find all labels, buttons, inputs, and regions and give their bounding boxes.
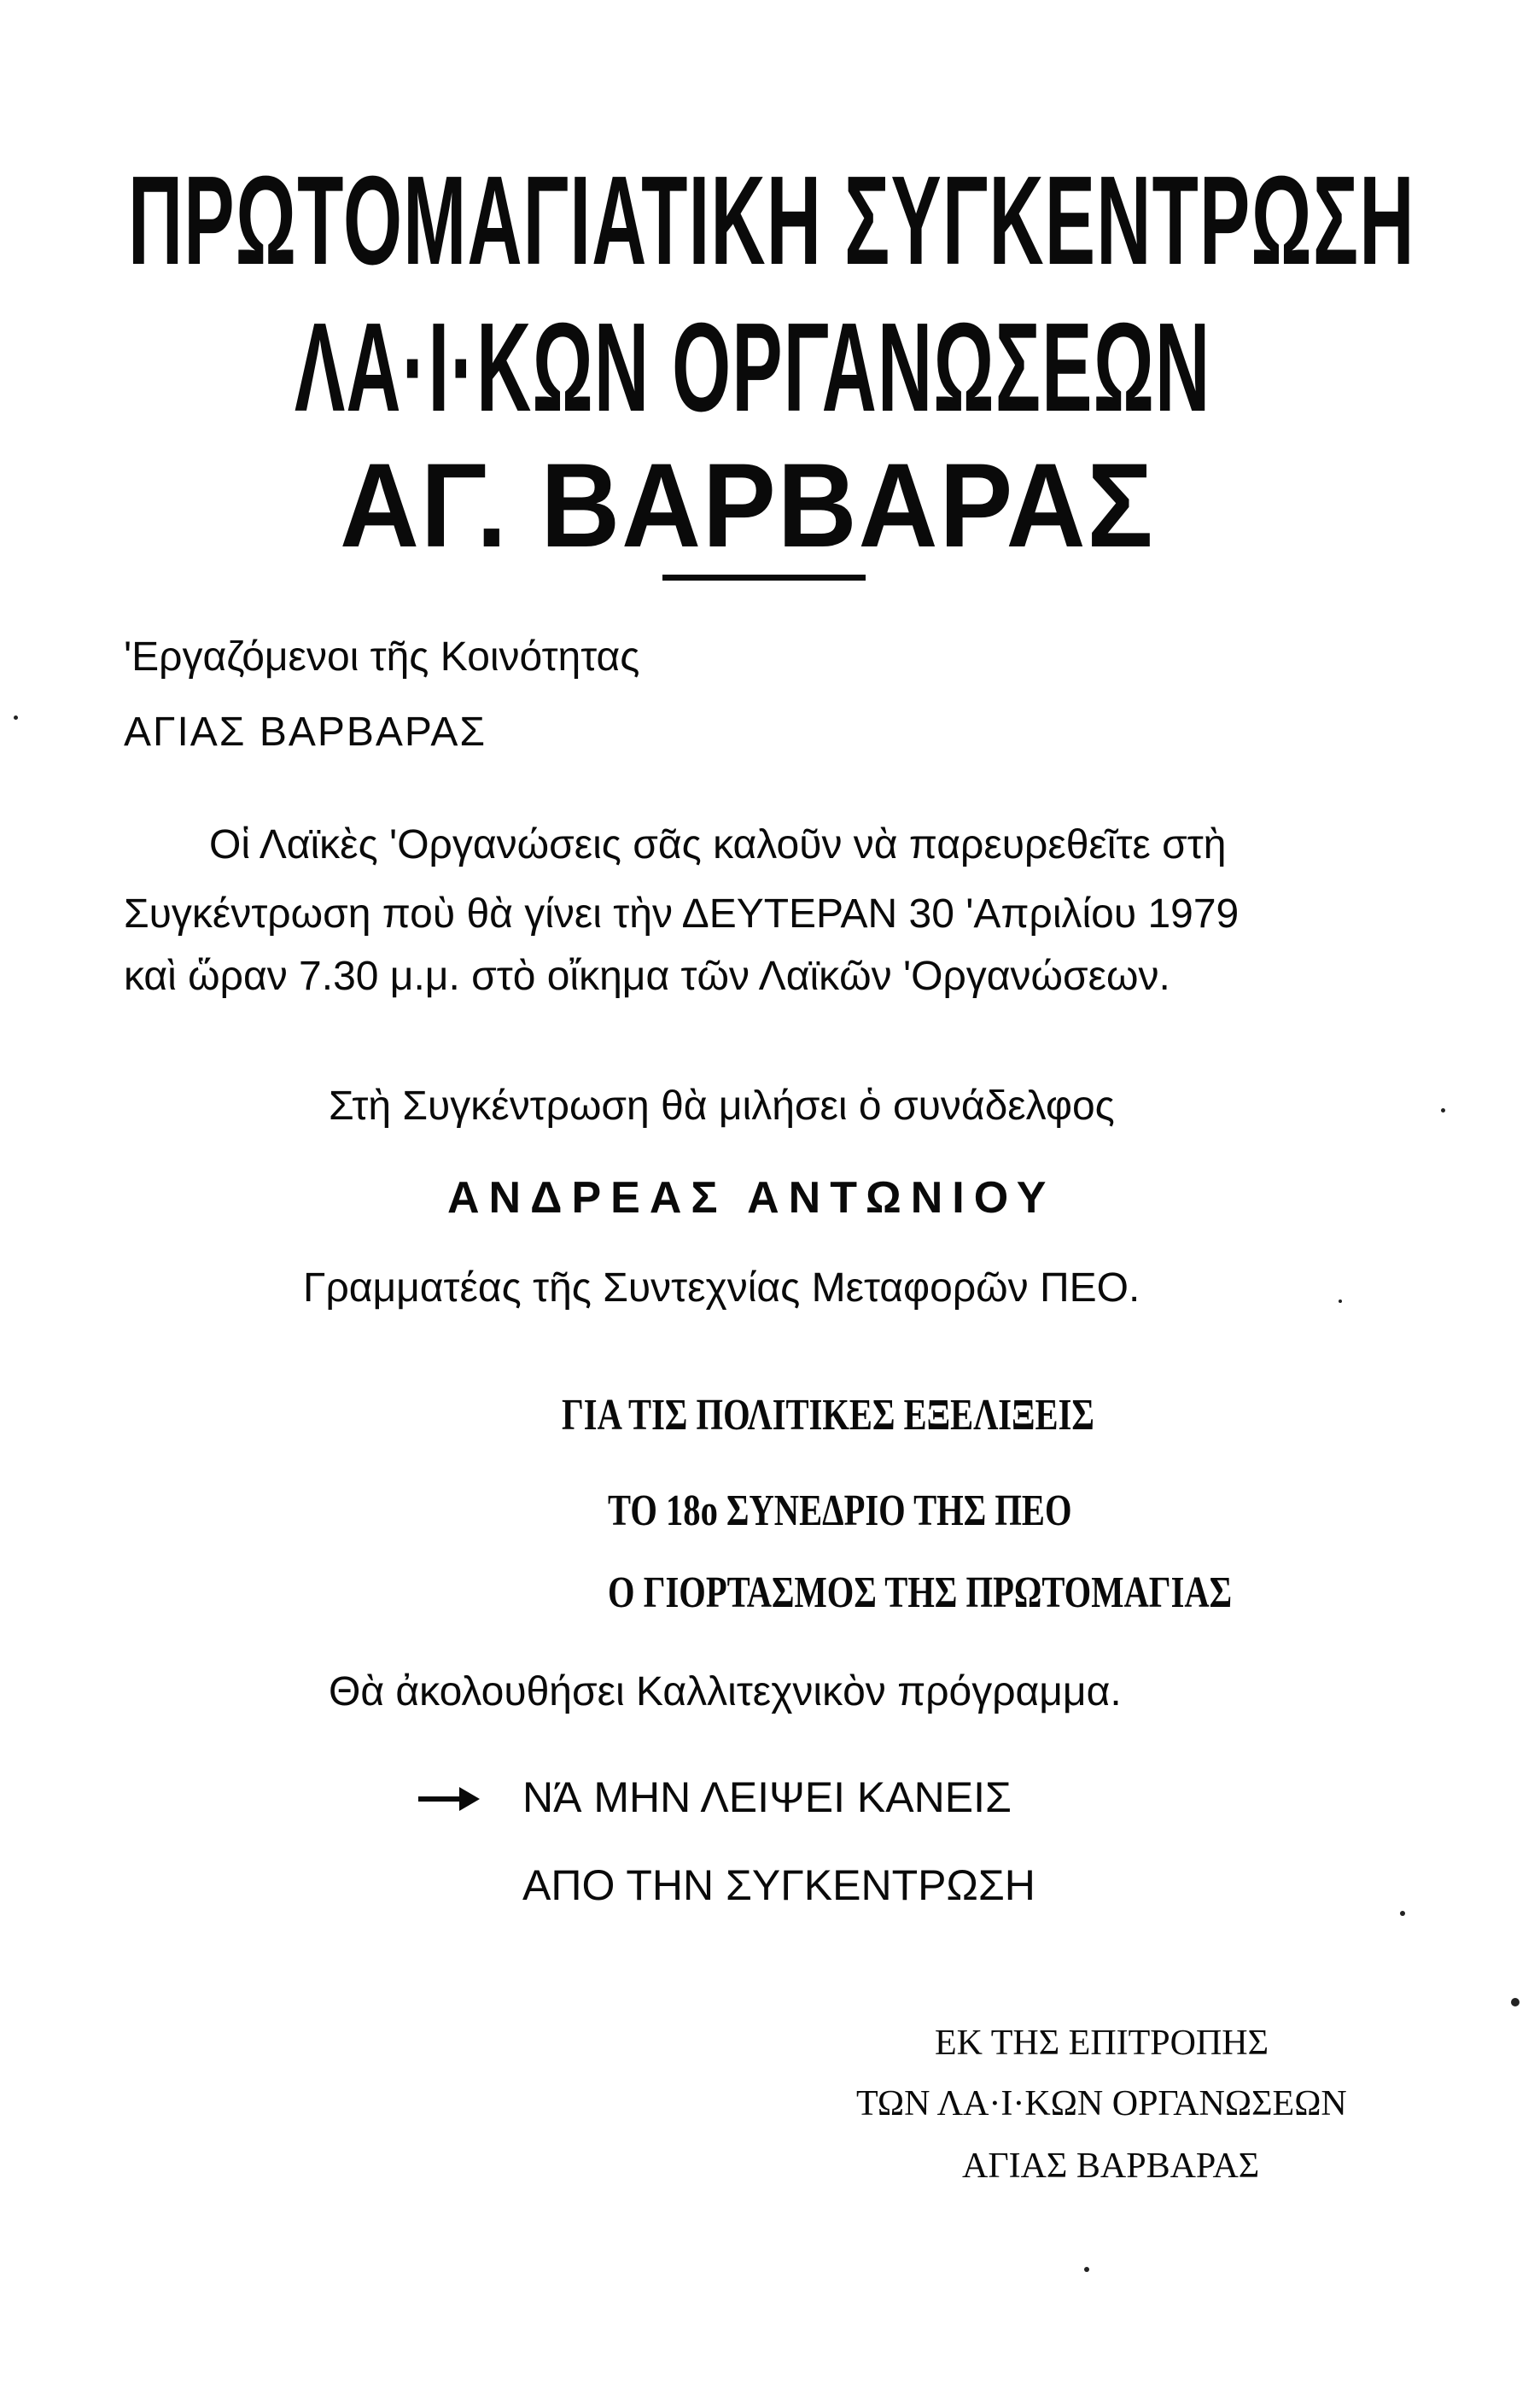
title-underline-rule xyxy=(662,575,866,581)
slogan-line-1: ΝΆ ΜΗΝ ΛΕΙΨΕΙ ΚΑΝΕΙΣ xyxy=(522,1773,1012,1821)
scan-speck xyxy=(1441,1108,1445,1113)
speaker-name: ΑΝΔΡΕΑΣ ΑΝΤΩΝΙΟΥ xyxy=(447,1173,1056,1223)
scan-speck xyxy=(1339,1300,1342,1303)
signature-line-1: ΕΚ ΤΗΣ ΕΠΙΤΡΟΠΗΣ xyxy=(935,2024,1269,2063)
speaker-intro: Στὴ Συγκέντρωση θὰ μιλήσει ὁ συνάδελφος xyxy=(329,1083,1115,1129)
invitation-line-1: Οἱ Λαϊκὲς 'Οργανώσεις σᾶς καλοῦν νὰ παρευρεθεῖτε στὴ xyxy=(209,822,1227,867)
signature-line-2: ΤΩΝ ΛΑ·Ι·ΚΩΝ ΟΡΓΑΝΩΣΕΩΝ xyxy=(856,2084,1347,2123)
invitation-line-2: Συγκέντρωση ποὺ θὰ γίνει τὴν ΔΕΥΤΕΡΑΝ 30 'Απριλίου 1979 xyxy=(124,891,1240,937)
signature-line-3: ΑΓΙΑΣ ΒΑΡΒΑΡΑΣ xyxy=(962,2146,1260,2186)
addressee-line-2: ΑΓΙΑΣ ΒΑΡΒΑΡΑΣ xyxy=(124,710,487,755)
addressee-line-1: 'Εργαζόμενοι τῆς Κοινότητας xyxy=(124,634,640,680)
program-note: Θὰ ἀκολουθήσει Καλλιτεχνικὸν πρόγραμμα. xyxy=(329,1669,1122,1714)
scan-speck xyxy=(14,715,18,720)
right-arrow-icon xyxy=(417,1784,481,1814)
title-line-3: ΑΓ. ΒΑΡΒΑΡΑΣ xyxy=(340,438,1155,572)
topic-item: ΤΟ 18ο ΣΥΝΕΔΡΙΟ ΤΗΣ ΠΕΟ xyxy=(608,1486,1072,1535)
speaker-role: Γραμματέας τῆς Συντεχνίας Μεταφορῶν ΠΕΟ. xyxy=(303,1265,1140,1311)
slogan-line-2: ΑΠΟ ΤΗΝ ΣΥΓΚΕΝΤΡΩΣΗ xyxy=(522,1861,1035,1909)
invitation-line-3: καὶ ὥραν 7.30 μ.μ. στὸ οἴκημα τῶν Λαϊκῶν 'Οργανώσεων. xyxy=(124,954,1170,999)
topic-item: Ο ΓΙΟΡΤΑΣΜΟΣ ΤΗΣ ΠΡΩΤΟΜΑΓΙΑΣ xyxy=(608,1568,1233,1617)
scan-speck xyxy=(1084,2267,1089,2272)
scan-speck xyxy=(1511,1998,1520,2006)
title-line-1: ΠΡΩΤΟΜΑΓΙΑΤΙΚΗ ΣΥΓΚΕΝΤΡΩΣΗ xyxy=(128,150,1415,291)
topic-item: ΓΙΑ ΤΙΣ ΠΟΛΙΤΙΚΕΣ ΕΞΕΛΙΞΕΙΣ xyxy=(562,1391,1094,1440)
scan-speck xyxy=(1400,1911,1405,1916)
title-line-2: ΛΑ·Ι·ΚΩΝ ΟΡΓΑΝΩΣΕΩΝ xyxy=(295,297,1211,438)
